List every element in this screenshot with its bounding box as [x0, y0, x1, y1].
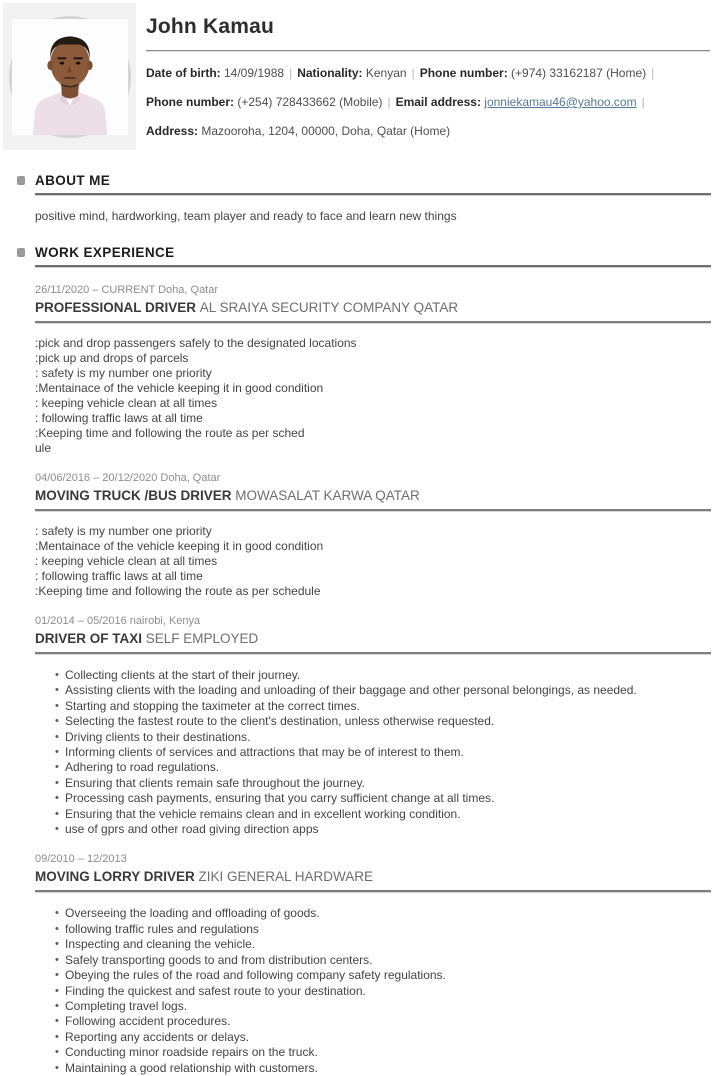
job-company: AL SRAIYA SECURITY COMPANY QATAR [199, 300, 459, 315]
job-duty-item: : following traffic laws at all time [35, 411, 203, 425]
job-divider [35, 890, 711, 893]
job-duty-item: :pick and drop passengers safely to the designated locations [35, 336, 357, 350]
section-divider [35, 193, 711, 196]
job-duty-item: : keeping vehicle clean at all times [35, 554, 218, 568]
job-divider [35, 652, 711, 655]
job-duties-list [35, 668, 711, 837]
section-marker-icon [17, 176, 25, 185]
header-info [136, 3, 710, 152]
job-duty-item: • Processing cash payments, ensuring that you carry sufficient change at all times. [55, 791, 711, 806]
job-title: PROFESSIONAL DRIVER [35, 300, 200, 315]
contact-lines [146, 65, 710, 139]
job-title: DRIVER OF TAXI [35, 631, 146, 646]
job-divider [35, 321, 711, 324]
name-divider [146, 50, 710, 52]
job-title-line [35, 300, 711, 316]
job-duty-item: • Following accident procedures. [55, 1014, 711, 1029]
job-title-line [35, 488, 711, 504]
separator: | [651, 66, 655, 80]
job-duty-item: • Obeying the rules of the road and following company safety regulations. [55, 968, 711, 983]
contact-line [146, 65, 710, 81]
contact-label: Nationality: [297, 66, 366, 80]
job-duty-item: :pick up and drops of parcels [35, 351, 189, 365]
section-marker-icon [17, 248, 25, 257]
job-duty-item: • Reporting any accidents or delays. [55, 1030, 711, 1045]
job-dates-location: 26/11/2020 – CURRENT Doha, Qatar [35, 284, 219, 296]
job-duty-item: :Mentainace of the vehicle keeping it in good condition [35, 381, 324, 395]
job-duty-item: • Ensuring that clients remain safe throughout the journey. [55, 776, 711, 791]
job-duty-item: • Selecting the fastest route to the client's destination, unless otherwise requested. [55, 714, 711, 729]
email-link[interactable]: jonniekamau46@yahoo.com [484, 95, 637, 109]
photo-frame [3, 3, 136, 150]
job-duty-item: • Safely transporting goods to and from distribution centers. [55, 953, 711, 968]
job-company: SELF EMPLOYED [145, 631, 259, 646]
job-duty-item: : safety is my number one priority [35, 524, 212, 538]
job-duty-item: • Ensuring that the vehicle remains clean and in excellent working condition. [55, 807, 711, 822]
job-entry [35, 284, 711, 456]
contact-value: 14/09/1988 [224, 66, 285, 80]
job-duty-item: • Maintaining a good relationship with customers. [55, 1061, 711, 1076]
profile-photo [9, 16, 131, 138]
job-title: MOVING LORRY DRIVER [35, 869, 199, 885]
section-divider [35, 265, 711, 268]
contact-label: Phone number: [146, 95, 238, 109]
job-dates-location: 09/2010 – 12/2013 [35, 853, 127, 866]
section-title: ABOUT ME [35, 173, 111, 188]
job-dates-location: 01/2014 – 05/2016 nairobi, Kenya [35, 615, 201, 627]
job-duty-item: • Adhering to road regulations. [55, 760, 711, 775]
contact-value: Kenyan [365, 66, 407, 80]
job-duty-item: ule [35, 441, 52, 455]
contact-line [146, 123, 710, 139]
job-duty-item: • Inspecting and cleaning the vehicle. [55, 937, 711, 952]
job-list [35, 284, 711, 1076]
job-duty-item: • Completing travel logs. [55, 999, 711, 1014]
job-entry [35, 472, 711, 599]
cv-header [0, 0, 724, 152]
job-duty-item: • Conducting minor roadside repairs on the truck. [55, 1045, 711, 1060]
job-divider [35, 509, 711, 512]
job-duties-list [35, 906, 711, 1075]
separator: | [387, 95, 391, 109]
portrait-avatar-icon [12, 19, 128, 135]
contact-value: (+974) 33162187 (Home) [511, 66, 647, 80]
job-title-line [35, 869, 711, 885]
contact-value: Mazooroha, 1204, 00000, Doha, Qatar (Home) [201, 124, 451, 138]
section-about-me [35, 173, 711, 224]
job-company: MOWASALAT KARWA QATAR [235, 488, 420, 503]
contact-line [146, 94, 710, 110]
job-duty-item: • Overseeing the loading and offloading of goods. [55, 906, 711, 921]
job-duty-item: :Mentainace of the vehicle keeping it in good condition [35, 539, 324, 553]
job-duty-item: : keeping vehicle clean at all times [35, 396, 218, 410]
person-name: John Kamau [146, 15, 275, 38]
job-duty-item: • following traffic rules and regulations [55, 922, 711, 937]
job-duties-list [35, 524, 711, 599]
job-duty-item: • Informing clients of services and attractions that may be of interest to them. [55, 745, 711, 760]
job-entry [35, 615, 711, 837]
job-entry [35, 853, 711, 1075]
contact-label: Date of birth: [146, 66, 224, 80]
separator: | [411, 66, 415, 80]
job-duty-item: :Keeping time and following the route as per schedule [35, 584, 321, 598]
about-text: positive mind, hardworking, team player and ready to face and learn new things [35, 209, 457, 223]
section-work-experience [35, 245, 711, 1076]
job-duty-item: • Assisting clients with the loading and unloading of their baggage and other personal belongings, as needed. [55, 683, 711, 698]
job-duty-item: • Collecting clients at the start of their journey. [55, 668, 711, 683]
contact-value: (+254) 728433662 (Mobile) [237, 95, 383, 109]
separator: | [289, 66, 293, 80]
job-dates-location: 04/06/2016 – 20/12/2020 Doha, Qatar [35, 472, 221, 484]
job-duty-item: • use of gprs and other road giving direction apps [55, 822, 711, 837]
contact-label: Address: [146, 124, 202, 138]
job-company: ZIKI GENERAL HARDWARE [198, 869, 374, 885]
job-duty-item: • Finding the quickest and safest route to your destination. [55, 984, 711, 999]
job-duty-item: :Keeping time and following the route as per sched [35, 426, 305, 440]
job-duty-item: : following traffic laws at all time [35, 569, 203, 583]
job-duty-item: : safety is my number one priority [35, 366, 212, 380]
job-duties-list [35, 336, 711, 456]
separator: | [641, 95, 645, 109]
job-duty-item: • Driving clients to their destinations. [55, 730, 711, 745]
section-title: WORK EXPERIENCE [35, 245, 175, 260]
job-duty-item: • Starting and stopping the taximeter at the correct times. [55, 699, 711, 714]
contact-label: Phone number: [419, 66, 512, 80]
job-title: MOVING TRUCK /BUS DRIVER [35, 488, 236, 503]
contact-label: Email address: [395, 95, 485, 109]
job-title-line [35, 631, 711, 647]
cv-body [0, 173, 724, 1076]
